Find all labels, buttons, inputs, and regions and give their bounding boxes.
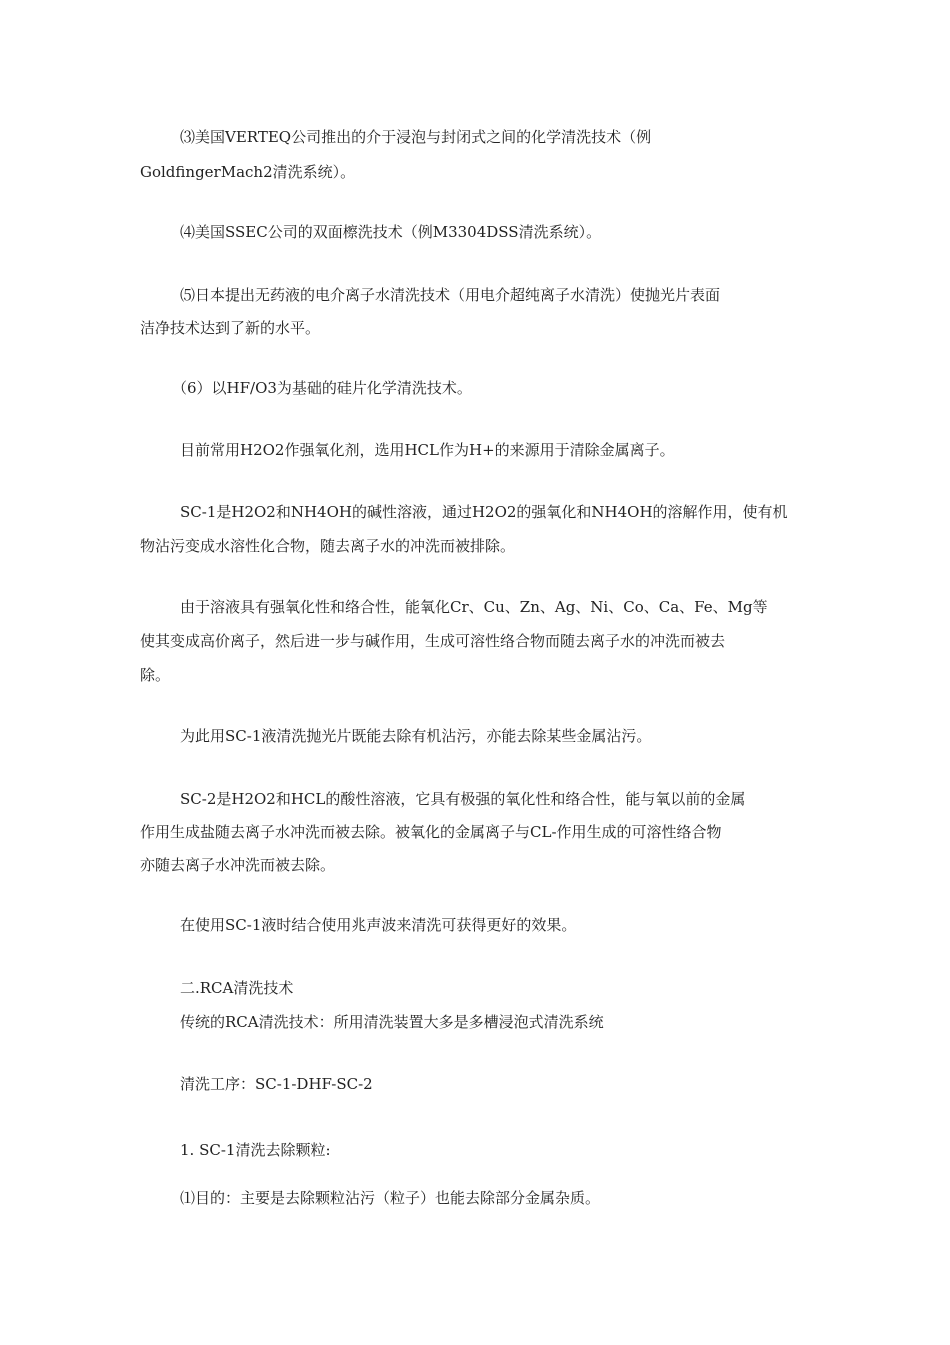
section-heading: 二.RCA清洗技术: [180, 979, 294, 997]
text-line: 由于溶液具有强氧化性和络合性，能氧化Cr、Cu、Zn、Ag、Ni、Co、Ca、Fe、Mg等: [180, 598, 768, 616]
list-item: ⑴目的：主要是去除颗粒沾污（粒子）也能去除部分金属杂质。: [180, 1189, 601, 1207]
text-line: 除。: [140, 666, 171, 684]
text-line: SC-1是H2O2和NH4OH的碱性溶液，通过H2O2的强氧化和NH4OH的溶解作用，使有机: [180, 503, 788, 521]
text-line: ⑷美国SSEC公司的双面檫洗技术（例M3304DSS清洗系统）。: [180, 223, 602, 241]
text-line: ⑸日本提出无药液的电介离子水清洗技术（用电介超纯离子水清洗）使抛光片表面: [180, 286, 721, 304]
text-line: 洁净技术达到了新的水平。: [140, 319, 321, 337]
text-line: 目前常用H2O2作强氧化剂，选用HCL作为H+的来源用于清除金属离子。: [180, 441, 675, 459]
text-line: 在使用SC-1液时结合使用兆声波来清洗可获得更好的效果。: [180, 916, 577, 934]
text-line: 亦随去离子水冲洗而被去除。: [140, 856, 336, 874]
text-line: 作用生成盐随去离子水冲洗而被去除。被氧化的金属离子与CL-作用生成的可溶性络合物: [140, 823, 722, 841]
text-line: 清洗工序：SC-1-DHF-SC-2: [180, 1075, 373, 1093]
text-line: 使其变成高价离子，然后进一步与碱作用，生成可溶性络合物而随去离子水的冲洗而被去: [140, 632, 726, 650]
text-line: ⑶美国VERTEQ公司推出的介于浸泡与封闭式之间的化学清洗技术（例: [180, 128, 652, 146]
text-line: GoldfingerMach2清洗系统）。: [140, 163, 356, 181]
text-line: 为此用SC-1液清洗抛光片既能去除有机沾污，亦能去除某些金属沾污。: [180, 727, 652, 745]
text-line: 物沾污变成水溶性化合物，随去离子水的冲洗而被排除。: [140, 537, 516, 555]
text-line: 传统的RCA清洗技术：所用清洗装置大多是多槽浸泡式清洗系统: [180, 1013, 604, 1031]
text-line: （6）以HF/O3为基础的硅片化学清洗技术。: [172, 379, 472, 397]
text-line: SC-2是H2O2和HCL的酸性溶液，它具有极强的氧化性和络合性，能与氧以前的金属: [180, 790, 746, 808]
list-item-heading: 1. SC-1清洗去除颗粒:: [180, 1141, 331, 1159]
